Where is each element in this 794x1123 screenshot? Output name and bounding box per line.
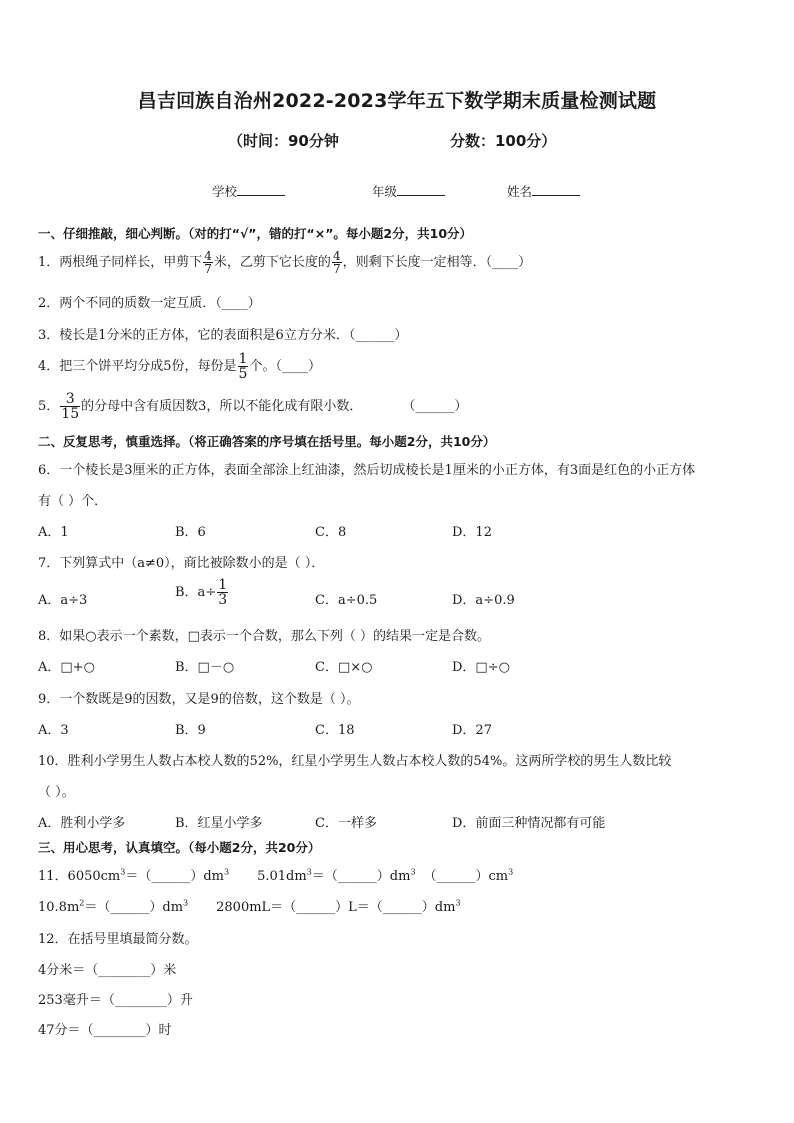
section-3-heading: 三、用心思考，认真填空。（每小题2分，共20分） [38, 840, 321, 855]
option-b[interactable]: B．6 [175, 525, 206, 540]
option-d[interactable]: D．12 [452, 525, 492, 540]
fraction: $\frac{1}{3}$ [218, 577, 228, 608]
question-12: 12．在括号里填最简分数。 [38, 932, 198, 947]
question-2: 2．两个不同的质数一定互质．（____） [38, 296, 261, 311]
section-2-heading: 二、反复思考，慎重选择。（将正确答案的序号填在括号里。每小题2分，共10分） [38, 434, 496, 449]
question-12-item: 4分米＝（________）米 [38, 963, 177, 978]
option-b[interactable]: B．9 [175, 723, 206, 738]
question-9: 9．一个数既是9的因数，又是9的倍数，这个数是（ ）。 [38, 692, 360, 707]
option-c[interactable]: C．一样多 [315, 816, 377, 831]
option-d[interactable]: D．□÷○ [452, 660, 510, 675]
section-1-heading: 一、仔细推敲，细心判断。（对的打“√”，错的打“×”。每小题2分，共10分） [38, 226, 473, 241]
fraction: $\frac{1}{5}$ [238, 351, 248, 382]
option-a[interactable]: A．□+○ [38, 660, 95, 675]
option-c[interactable]: C．□×○ [315, 660, 373, 675]
question-1: 1．两根绳子同样长，甲剪下 $\frac{4}{7}$ 米，乙剪下它长度的 $\frac{4}{7}$ ，则剩下长度一定相等．（____） [38, 249, 532, 276]
option-c[interactable]: C．8 [315, 525, 347, 540]
option-d[interactable]: D．a÷0.9 [452, 593, 515, 608]
option-a[interactable]: A．1 [38, 525, 69, 540]
question-6-line-1: 6．一个棱长是3厘米的正方体，表面全部涂上红油漆，然后切成棱长是1厘米的小正方体，有3面是红色的小正方体 [38, 463, 696, 478]
grade-blank[interactable] [397, 183, 445, 196]
question-4: 4．把三个饼平均分成5份，每份是 $\frac{1}{5}$ 个。（____） [38, 351, 321, 382]
question-7: 7．下列算式中（a≠0），商比被除数小的是（ ）． [38, 556, 325, 571]
question-11-line-1: 11．$6050cm^3=(\_\_\_\_\_\_)dm^3$ $5.01dm^3=(\_\_\_\_\_\_)dm^3$ $(\_\_\_\_\_\_)cm^3$ [38, 867, 514, 884]
option-b[interactable]: B．红星小学多 [175, 816, 263, 831]
option-c[interactable]: C．a÷0.5 [315, 593, 378, 608]
option-a[interactable]: A．3 [38, 723, 69, 738]
question-12-item: 47分＝（________）时 [38, 1023, 172, 1038]
fraction: $\frac{3}{15}$ [61, 391, 80, 422]
question-3: 3．棱长是1分米的正方体，它的表面积是6立方分米．（______） [38, 328, 408, 343]
grade-label: 年级 [372, 184, 398, 199]
option-a[interactable]: A．a÷3 [38, 593, 88, 608]
exam-score: 分数：100分） [450, 132, 557, 150]
name-field [507, 182, 580, 200]
option-b[interactable]: B．□－○ [175, 660, 235, 675]
question-11-line-2: $10.8m^2=(\_\_\_\_\_\_)dm^3$ $2800mL=(\_\_\_\_\_\_)L=(\_\_\_\_\_\_)dm^3$ [38, 898, 461, 915]
school-label: 学校 [212, 184, 238, 199]
option-d[interactable]: D．前面三种情况都有可能 [452, 816, 606, 831]
question-5: 5． $\frac{3}{15}$ 的分母中含有质因数3，所以不能化成有限小数． （______） [38, 391, 468, 422]
name-blank[interactable] [532, 183, 580, 196]
school-blank[interactable] [237, 183, 285, 196]
question-12-item: 253毫升＝（________）升 [38, 993, 193, 1008]
name-label: 姓名 [507, 184, 533, 199]
question-6-line-2: 有（ ）个． [38, 494, 108, 509]
option-d[interactable]: D．27 [452, 723, 492, 738]
option-b[interactable]: B．a÷ $\frac{1}{3}$ [175, 577, 228, 608]
grade-field [372, 182, 445, 200]
school-field [212, 182, 285, 200]
fraction: $\frac{4}{7}$ [204, 249, 212, 276]
question-10-line-2: （ ）。 [38, 785, 75, 800]
fraction: $\frac{4}{7}$ [332, 249, 341, 276]
exam-time: （时间：90分钟 [228, 132, 339, 150]
question-8: 8．如果○表示一个素数，□表示一个合数，那么下列（ ）的结果一定是合数。 [38, 629, 491, 644]
option-a[interactable]: A．胜利小学多 [38, 816, 126, 831]
question-10-line-1: 10．胜利小学男生人数占本校人数的52%，红星小学男生人数占本校人数的54%。这两所学校的男生人数比较 [38, 754, 672, 769]
page-title: 昌吉回族自治州2022-2023学年五下数学期末质量检测试题 [137, 90, 657, 112]
option-c[interactable]: C．18 [315, 723, 355, 738]
